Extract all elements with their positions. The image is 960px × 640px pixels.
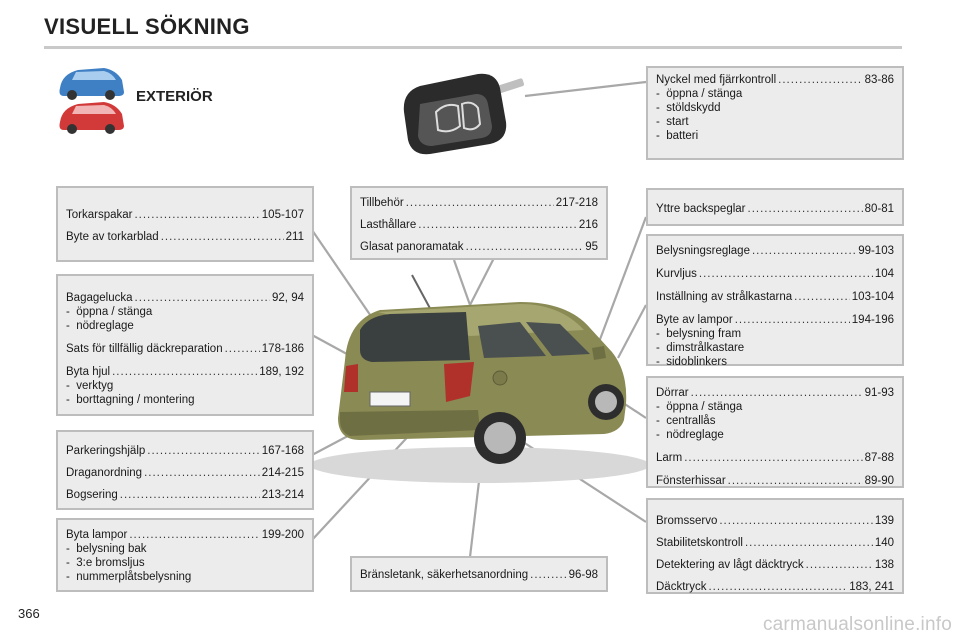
sub-entry: - öppna / stänga — [656, 400, 894, 414]
sub-entry: - nummerplåtsbelysning — [66, 570, 304, 584]
dot-leader — [161, 230, 284, 244]
index-entry — [66, 208, 304, 222]
entry-label: Detektering av lågt däcktryck — [656, 559, 804, 571]
sub-entry: - öppna / stänga — [656, 87, 894, 101]
sub-entry: - centrallås — [656, 414, 894, 428]
index-entry — [656, 244, 894, 258]
sub-entry: - nödreglage — [66, 319, 304, 333]
dot-leader — [728, 474, 863, 488]
entry-pages: 167-168 — [261, 445, 304, 457]
dot-leader — [735, 313, 850, 327]
dot-leader — [806, 558, 873, 572]
entry-pages: 216 — [578, 219, 598, 231]
remote-key-icon — [404, 74, 525, 154]
doors-box — [646, 376, 904, 488]
sub-entry: - dimstrålkastare — [656, 341, 894, 355]
entry-pages: 89-90 — [864, 475, 894, 487]
index-entry — [656, 580, 894, 594]
mirrors-box — [646, 188, 904, 226]
entry-label: Byta lampor — [66, 529, 128, 541]
dot-leader — [134, 208, 259, 222]
entry-label: Parkeringshjälp — [66, 445, 146, 457]
entry-pages: 138 — [874, 559, 894, 571]
dot-leader — [684, 451, 862, 465]
entry-pages: 183, 241 — [849, 581, 894, 593]
wipers-box — [56, 186, 314, 262]
entry-label: Torkarspakar — [66, 209, 133, 221]
dot-leader — [752, 244, 856, 258]
entry-pages: 87-88 — [864, 452, 894, 464]
dot-leader — [466, 240, 584, 254]
parking-box — [56, 430, 314, 510]
index-entry — [656, 202, 894, 216]
sub-entry: - stöldskydd — [656, 101, 894, 115]
entry-label: Belysningsreglage — [656, 245, 750, 257]
index-entry — [656, 474, 894, 488]
entry-pages: 140 — [874, 537, 894, 549]
entry-label: Tillbehör — [360, 197, 404, 209]
entry-label: Bromsservo — [656, 515, 718, 527]
index-entry — [656, 386, 894, 400]
key-remote-box — [646, 66, 904, 160]
dot-leader — [418, 218, 577, 232]
sub-entry: - öppna / stänga — [66, 305, 304, 319]
entry-label: Draganordning — [66, 467, 143, 479]
dot-leader — [530, 568, 566, 582]
index-entry — [656, 536, 894, 550]
entry-pages: 92, 94 — [272, 292, 304, 304]
entry-label: Bogsering — [66, 489, 118, 501]
index-entry — [656, 267, 894, 281]
entry-label: Byta hjul — [66, 366, 111, 378]
entry-label: Yttre backspeglar — [656, 203, 746, 215]
index-entry — [656, 514, 894, 528]
index-entry — [66, 528, 304, 542]
page-number: 366 — [18, 606, 40, 621]
index-entry — [360, 240, 598, 254]
index-entry — [656, 313, 894, 327]
entry-label: Byte av lampor — [656, 314, 733, 326]
entry-pages: 194-196 — [851, 314, 894, 326]
entry-pages: 189, 192 — [259, 366, 304, 378]
index-entry — [656, 73, 894, 87]
entry-label: Bränsletank, säkerhetsanordning — [360, 569, 529, 581]
sub-entry: - batteri — [656, 129, 894, 143]
dot-leader — [719, 514, 872, 528]
entry-label: Glasat panoramatak — [360, 241, 464, 253]
sub-entry: - borttagning / montering — [66, 393, 304, 407]
entry-pages: 178-186 — [261, 343, 304, 355]
entry-label: Byte av torkarblad — [66, 231, 159, 243]
entry-label: Inställning av strålkastarna — [656, 291, 793, 303]
dot-leader — [778, 73, 862, 87]
entry-pages: 99-103 — [858, 245, 894, 257]
lighting-box — [646, 234, 904, 366]
blue-car-icon — [60, 68, 125, 100]
entry-pages: 104 — [874, 268, 894, 280]
index-entry — [66, 230, 304, 244]
sub-entry: - belysning bak — [66, 542, 304, 556]
entry-label: Kurvljus — [656, 268, 697, 280]
dot-leader — [748, 202, 863, 216]
rear-lamps-box — [56, 518, 314, 592]
entry-pages: 91-93 — [864, 387, 894, 399]
entry-label: Dörrar — [656, 387, 689, 399]
entry-pages: 105-107 — [261, 209, 304, 221]
dot-leader — [135, 291, 271, 305]
sub-entry: - nödreglage — [656, 428, 894, 442]
accessories-box — [350, 186, 608, 260]
entry-pages: 103-104 — [851, 291, 894, 303]
index-entry — [66, 444, 304, 458]
index-entry — [66, 466, 304, 480]
entry-pages: 211 — [285, 231, 304, 243]
entry-pages: 214-215 — [261, 467, 304, 479]
dot-leader — [794, 290, 850, 304]
entry-label: Bagagelucka — [66, 292, 133, 304]
index-entry — [66, 342, 304, 356]
sub-entry: - belysning fram — [656, 327, 894, 341]
index-entry — [360, 218, 598, 232]
entry-label: Sats för tillfällig däckreparation — [66, 343, 223, 355]
index-entry — [66, 365, 304, 379]
dot-leader — [406, 196, 554, 210]
index-entry — [66, 488, 304, 502]
entry-pages: 139 — [874, 515, 894, 527]
sub-entry: - verktyg — [66, 379, 304, 393]
sub-entry: - 3:e bromsljus — [66, 556, 304, 570]
dot-leader — [129, 528, 259, 542]
brakes-box — [646, 498, 904, 594]
boot-box — [56, 274, 314, 416]
dot-leader — [699, 267, 873, 281]
entry-pages: 199-200 — [261, 529, 304, 541]
entry-pages: 213-214 — [261, 489, 304, 501]
fuel-box — [350, 556, 608, 592]
entry-pages: 80-81 — [864, 203, 894, 215]
dot-leader — [745, 536, 873, 550]
entry-label: Nyckel med fjärrkontroll — [656, 74, 777, 86]
index-entry — [656, 290, 894, 304]
index-entry — [656, 558, 894, 572]
entry-pages: 95 — [585, 241, 598, 253]
watermark: carmanualsonline.info — [762, 614, 952, 635]
page-title: VISUELL SÖKNING — [44, 14, 250, 39]
entry-label: Fönsterhissar — [656, 475, 726, 487]
entry-pages: 217-218 — [555, 197, 598, 209]
index-entry — [656, 451, 894, 465]
entry-pages: 96-98 — [568, 569, 598, 581]
dot-leader — [112, 365, 257, 379]
entry-pages: 83-86 — [864, 74, 894, 86]
sub-entry: - start — [656, 115, 894, 129]
index-entry — [66, 291, 304, 305]
entry-label: Lasthållare — [360, 219, 417, 231]
dot-leader — [120, 488, 260, 502]
entry-label: Däcktryck — [656, 581, 707, 593]
car-rear-illustration — [310, 275, 650, 483]
dot-leader — [691, 386, 863, 400]
entry-label: Stabilitetskontroll — [656, 537, 743, 549]
dot-leader — [225, 342, 260, 356]
section-heading: EXTERIÖR — [136, 88, 213, 105]
dot-leader — [708, 580, 847, 594]
red-car-icon — [60, 102, 125, 134]
sub-entry: - sidoblinkers — [656, 355, 894, 369]
index-entry — [360, 568, 598, 582]
dot-leader — [144, 466, 260, 480]
dot-leader — [147, 444, 260, 458]
index-entry — [360, 196, 598, 210]
entry-label: Larm — [656, 452, 683, 464]
